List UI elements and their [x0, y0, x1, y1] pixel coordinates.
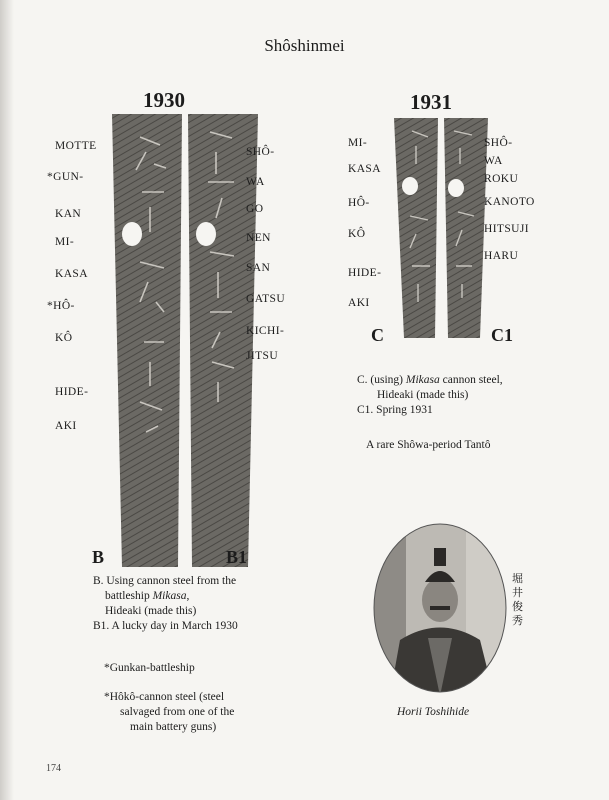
- footnote-gunkan: *Gunkan-battleship: [104, 662, 195, 674]
- tang-1930-right-label: NEN: [246, 232, 271, 244]
- tang-1930-right-label: GO: [246, 203, 264, 215]
- tang-1931-left-label: KASA: [348, 163, 381, 175]
- footnote-hoko: [104, 690, 234, 735]
- tang-1930-left-label: MOTTE: [55, 140, 97, 152]
- tang-1930-left-label: *HÔ-: [47, 300, 75, 312]
- caption-1930: [93, 574, 238, 634]
- year-1930-heading: 1930: [143, 88, 185, 112]
- portrait-side-char: 秀: [512, 615, 523, 627]
- tang-1930-left-label: KASA: [55, 268, 88, 280]
- tang-1930-left-label: AKI: [55, 420, 77, 432]
- tang-1930-right-label: JITSU: [246, 350, 279, 362]
- caption-b-line2-end: ,: [186, 590, 190, 602]
- portrait-side-char: 堀: [512, 573, 523, 585]
- portrait-side-char: 俊: [512, 601, 523, 613]
- footnote-hoko-line2: salvaged from one of the: [120, 706, 235, 718]
- caption-c-line1-end: cannon steel,: [439, 374, 503, 386]
- tang-c1-side: [444, 118, 488, 338]
- tang-1931-left-label: MI-: [348, 137, 368, 149]
- tang-1931-right-label: HITSUJI: [484, 223, 529, 235]
- tang-b1-letter: B1: [226, 547, 248, 567]
- caption-b-line1: Using cannon steel from the: [106, 575, 237, 587]
- tang-1931-left-label: AKI: [348, 297, 370, 309]
- caption-c-label: C.: [357, 374, 368, 386]
- tang-1931-right-label: ROKU: [484, 173, 519, 185]
- caption-c1: C1. Spring 1931: [357, 404, 433, 416]
- footnote-hoko-line3: main battery guns): [130, 721, 217, 733]
- page-gutter-shadow: [0, 0, 14, 800]
- page-title: Shôshinmei: [264, 36, 345, 55]
- tang-1930-left-label: KAN: [55, 208, 82, 220]
- tang-1930-right-label: WA: [246, 176, 265, 188]
- tang-1931-right-label: HARU: [484, 250, 519, 262]
- tang-b-side: [112, 114, 182, 567]
- tang-1931-left-label: HÔ-: [348, 197, 370, 209]
- tang-c-letter: C: [371, 325, 384, 345]
- tang-1931-left-label: HIDE-: [348, 267, 382, 279]
- caption-c-line1: (using): [370, 374, 406, 386]
- caption-b-label: B.: [93, 575, 104, 587]
- tang-1931-right-label: KANOTO: [484, 196, 535, 208]
- caption-c-line2: Hideaki (made this): [377, 389, 469, 401]
- tang-1930-image: [110, 112, 260, 572]
- tang-1930-right-label: SHÔ-: [246, 146, 275, 158]
- portrait-caption: Horii Toshihide: [397, 706, 470, 718]
- year-1931-heading: 1931: [410, 90, 452, 114]
- caption-1931: [357, 373, 503, 418]
- caption-b-line2: battleship: [105, 590, 153, 602]
- tang-1931-left-label: KÔ: [348, 228, 366, 240]
- tang-1930-left-label: MI-: [55, 236, 75, 248]
- tang-1930-left-label: KÔ: [55, 332, 73, 344]
- tang-c1-letter: C1: [491, 325, 513, 345]
- caption-b-ship: Mikasa: [152, 590, 187, 602]
- caption-b1: B1. A lucky day in March 1930: [93, 620, 238, 632]
- tang-1931-image: [392, 116, 492, 342]
- mekugi-hole-c1: [448, 179, 464, 197]
- tang-1930-left-label: HIDE-: [55, 386, 89, 398]
- tang-1930-right-label: GATSU: [246, 293, 286, 305]
- tang-1930-left-label: *GUN-: [47, 171, 84, 183]
- tang-b-letter: B: [92, 547, 105, 567]
- mekugi-hole-c: [402, 177, 418, 195]
- portrait-side-char: 井: [512, 587, 523, 599]
- caption-c-ship: Mikasa: [405, 374, 440, 386]
- mekugi-hole-b1: [196, 222, 216, 246]
- footnote-hoko-line1: *Hôkô-cannon steel (steel: [104, 691, 225, 703]
- tang-1931-right-label: WA: [484, 155, 503, 167]
- portrait-side-text: [512, 572, 523, 628]
- tang-1930-right-label: KICHI-: [246, 325, 285, 337]
- page-number: 174: [46, 763, 61, 774]
- mekugi-hole-b: [122, 222, 142, 246]
- tang-1930-right-label: SAN: [246, 262, 271, 274]
- caption-b-line3: Hideaki (made this): [105, 605, 197, 617]
- tanto-note: A rare Shôwa-period Tantô: [366, 439, 491, 451]
- portrait-photo: [370, 520, 510, 696]
- tang-1931-right-label: SHÔ-: [484, 137, 513, 149]
